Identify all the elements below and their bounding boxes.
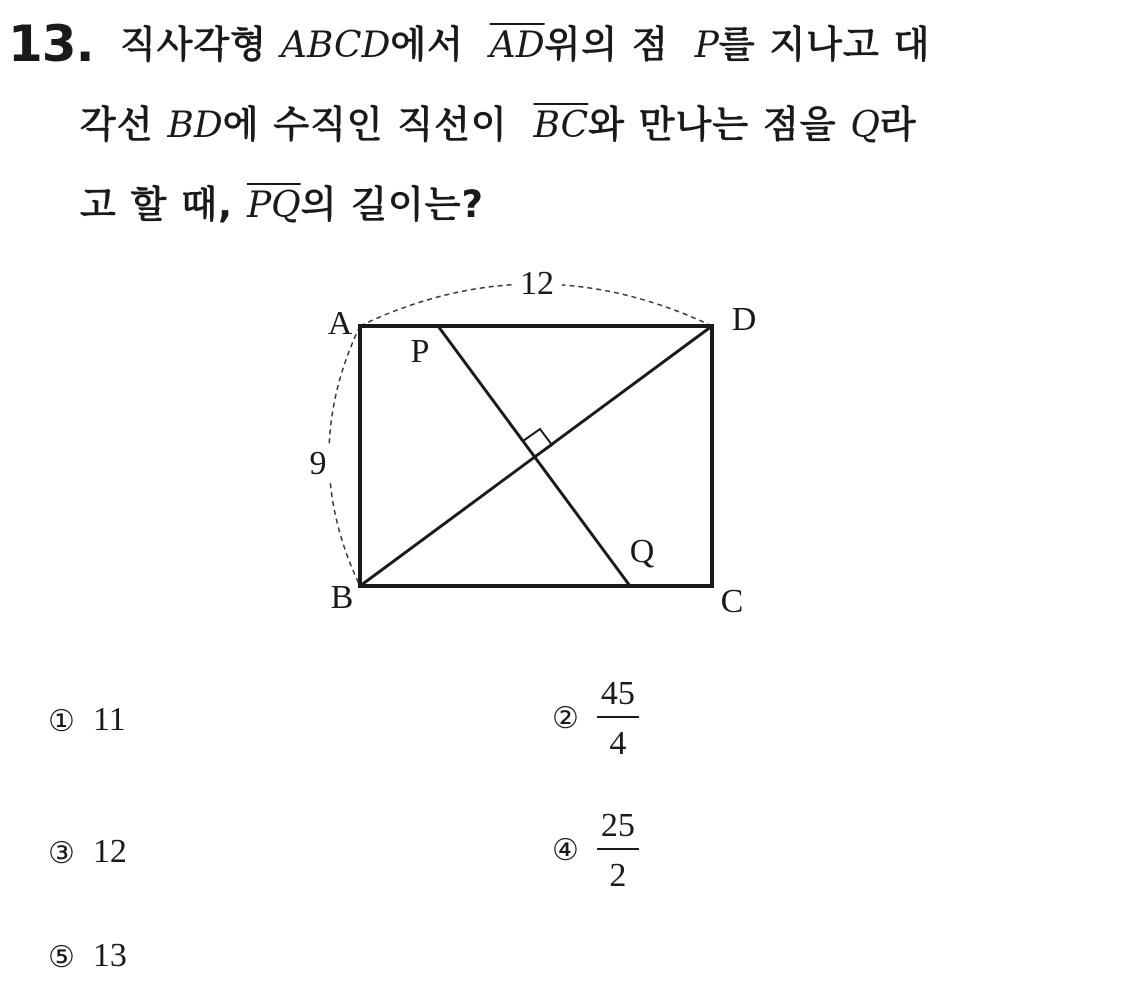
question-text: 와 만나는 점을: [588, 103, 851, 146]
label-vertex-d: D: [731, 301, 757, 338]
choice-2[interactable]: [552, 674, 639, 764]
choice-5-marker: ⑤: [48, 940, 75, 976]
choice-4-numerator: 25: [597, 806, 639, 850]
math-segment-pq: $\overline{PQ}$: [246, 185, 301, 226]
question-number: 13.: [8, 15, 94, 73]
choice-4-denominator: 2: [609, 857, 627, 894]
question-text: 에 수직인 직선이: [222, 103, 522, 146]
choice-1-marker: ①: [48, 704, 75, 740]
choice-5-value: 13: [92, 937, 127, 974]
choice-4-marker: ④: [552, 833, 579, 868]
label-vertex-c: C: [720, 583, 744, 620]
left-dimension-arc: [329, 326, 360, 586]
choice-5[interactable]: [48, 936, 127, 978]
math-segment-bc: $\overline{BC}$: [533, 105, 589, 146]
question-line-1: [120, 20, 930, 71]
choice-2-marker: ②: [552, 701, 579, 736]
math-diagonal-bd: BD: [167, 105, 223, 146]
segment-pq: [438, 326, 630, 586]
label-length-left: 9: [309, 445, 327, 482]
choice-1-value: 11: [92, 701, 126, 738]
math-segment-ad: $\overline{AD}$: [489, 25, 545, 66]
question-text: 에서: [390, 23, 478, 66]
label-vertex-a: A: [327, 305, 353, 342]
question-line-2: [80, 100, 917, 151]
question-text: 위의 점: [544, 23, 683, 66]
question-text: 라: [879, 103, 917, 146]
choice-3-marker: ③: [48, 836, 75, 872]
question-text: 직사각형: [120, 23, 281, 66]
label-vertex-b: B: [330, 579, 354, 616]
choice-2-numerator: 45: [597, 674, 639, 718]
math-rectangle-name: ABCD: [280, 25, 391, 66]
label-length-top: 12: [520, 265, 554, 302]
choice-4[interactable]: [552, 806, 639, 896]
choice-3[interactable]: [48, 832, 127, 874]
question-text: 각선: [80, 103, 168, 146]
choice-1[interactable]: [48, 700, 126, 742]
label-point-q: Q: [629, 533, 655, 570]
question-text: 의 길이는?: [300, 183, 484, 226]
question-text: 고 할 때,: [80, 183, 247, 226]
choice-2-fraction: [597, 674, 639, 764]
right-angle-mark: [523, 429, 552, 457]
rectangle-figure: [290, 250, 790, 630]
choice-4-fraction: [597, 806, 639, 896]
choice-2-denominator: 4: [609, 725, 627, 762]
label-point-p: P: [410, 333, 430, 370]
math-point-q: Q: [850, 105, 880, 146]
choice-3-value: 12: [92, 833, 127, 870]
question-line-3: [80, 180, 484, 231]
question-text: 를 지나고 대: [718, 23, 931, 66]
math-point-p: P: [694, 25, 719, 66]
